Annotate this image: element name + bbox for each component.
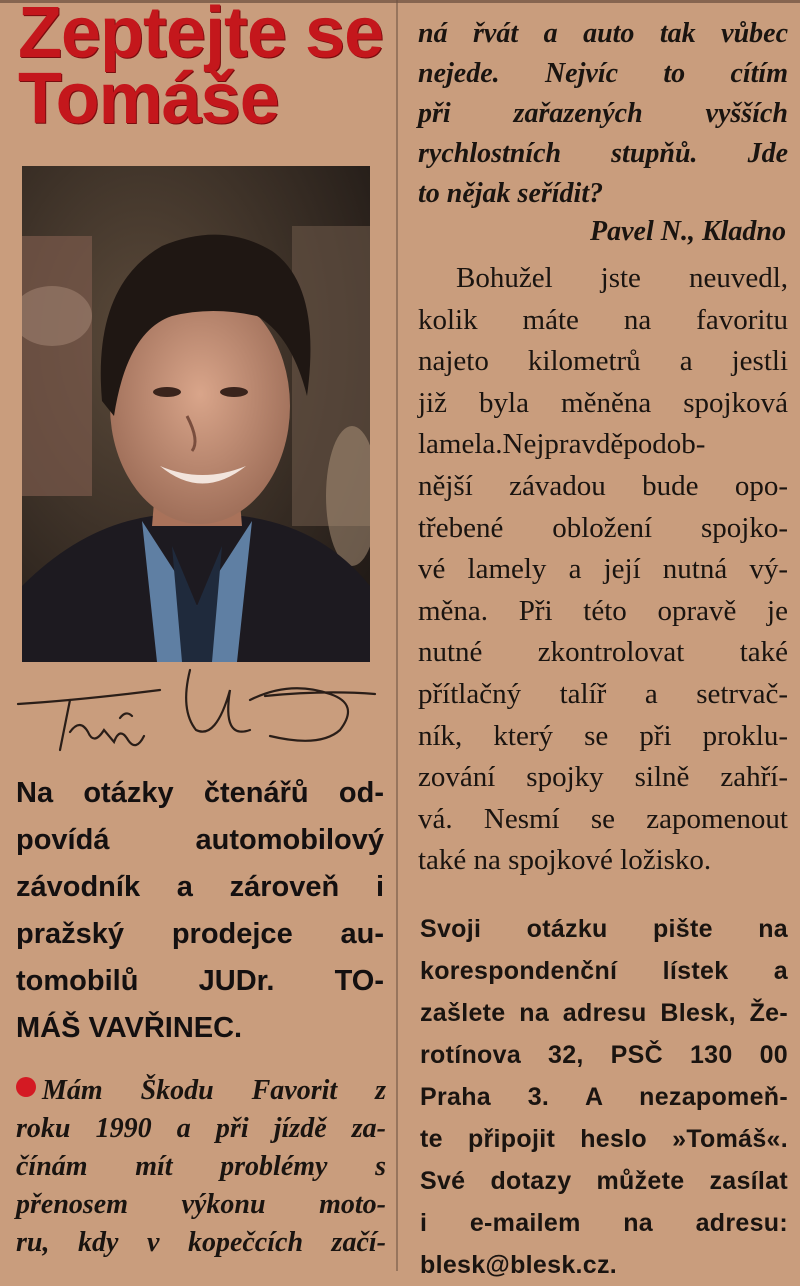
question-line: roku 1990 a při jízdě za- xyxy=(16,1113,386,1144)
answer-line: Bohužel jste neuvedl, xyxy=(456,262,788,294)
answer-line: zování spojky silně zahří- xyxy=(418,761,788,794)
answer-line: vá. Nesmí se zapomenout xyxy=(418,802,788,835)
lead-line: MÁŠ VAVŘINEC. xyxy=(16,1012,243,1044)
answer-line: třebené obložení spojko- xyxy=(418,511,788,544)
answer-line: nutné zkontrolovat také xyxy=(418,636,788,669)
answer-line: měna. Při této opravě je xyxy=(418,594,788,627)
footer-line: Svoji otázku pište na xyxy=(420,915,788,943)
submission-instructions xyxy=(420,908,788,1286)
email-link: blesk@blesk.cz. xyxy=(420,1251,618,1279)
lead-line: závodník a zároveň i xyxy=(16,871,384,903)
answer-line: lamela.Nejpravděpodob- xyxy=(418,428,706,461)
footer-line: Praha 3. A nezapomeň- xyxy=(420,1083,788,1111)
column-divider xyxy=(396,0,398,1271)
answer-line: najeto kilometrů a jestli xyxy=(418,345,788,378)
lead-paragraph xyxy=(16,770,384,1052)
question-line: to nějak seřídit? xyxy=(418,178,604,209)
answer-line: kolik máte na favoritu xyxy=(418,303,788,336)
lead-line: tomobilů JUDr. TO- xyxy=(16,965,384,997)
question-line: rychlostních stupňů. Jde xyxy=(418,138,788,169)
footer-line: korespondenční lístek a xyxy=(420,957,788,985)
question-line: ru, kdy v kopečcích začí- xyxy=(16,1227,386,1258)
answer-line: již byla měněna spojková xyxy=(418,386,788,419)
footer-line: te připojit heslo »Tomáš«. xyxy=(420,1125,788,1153)
headline-line-1: Zeptejte se xyxy=(18,0,384,73)
question-line: Mám Škodu Favorit z xyxy=(16,1072,386,1110)
question-line: čínám mít problémy s xyxy=(16,1151,386,1182)
question-line: při zařazených vyšších xyxy=(418,98,788,129)
reader-question-start xyxy=(16,1072,386,1262)
answer-paragraph xyxy=(418,258,788,882)
lead-line: Na otázky čtenářů od- xyxy=(16,777,384,809)
left-column xyxy=(0,0,393,1271)
answer-line: také na spojkové ložisko. xyxy=(418,844,712,877)
answer-line: přítlačný talíř a setrvač- xyxy=(418,677,788,710)
headline xyxy=(18,0,388,139)
portrait-photo xyxy=(22,166,370,662)
footer-line: Své dotazy můžete zasílat xyxy=(420,1167,788,1195)
reader-question-continued xyxy=(418,14,788,214)
answer-line: ník, který se při proklu- xyxy=(418,719,788,752)
red-bullet-icon xyxy=(16,1077,36,1097)
headline-line-2: Tomáše xyxy=(18,59,279,139)
question-line: přenosem výkonu moto- xyxy=(16,1189,386,1220)
question-line: nejede. Nejvíc to cítím xyxy=(418,58,788,89)
question-line: ná řvát a auto tak vůbec xyxy=(418,18,788,49)
reader-signature: Pavel N., Kladno xyxy=(590,216,786,247)
footer-line: i e-mailem na adresu: xyxy=(420,1209,788,1237)
signature xyxy=(10,660,390,760)
answer-line: vé lamely a její nutná vý- xyxy=(418,553,788,586)
lead-line: pražský prodejce au- xyxy=(16,918,384,950)
footer-line: rotínova 32, PSČ 130 00 xyxy=(420,1041,788,1069)
lead-line: povídá automobilový xyxy=(16,824,384,856)
answer-line: nější závadou bude opo- xyxy=(418,469,788,502)
footer-line: zašlete na adresu Blesk, Že- xyxy=(420,999,788,1027)
